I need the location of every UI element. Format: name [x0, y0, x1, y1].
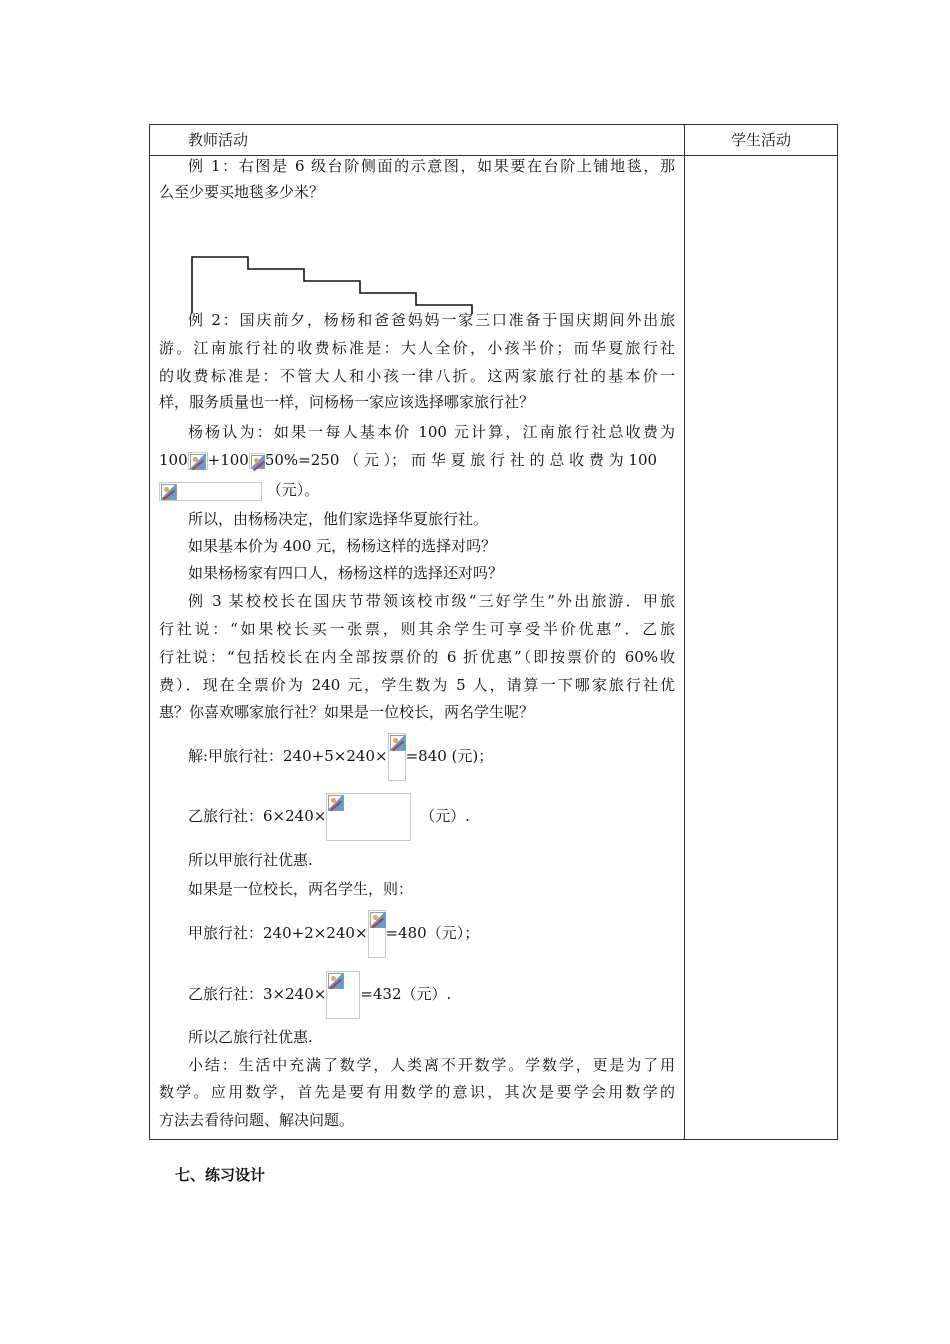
fraction-image: [368, 910, 386, 958]
yangyang-result: （元）。: [266, 481, 320, 499]
example2-line3: 的收费标准是：不管大人和小孩一律八折。这两家旅行社的基本价一: [159, 367, 675, 385]
example2-line4: 样，服务质量也一样，问杨杨一家应该选择哪家旅行社？: [159, 393, 535, 411]
yangyang-line3: [159, 477, 319, 503]
question2: 如果杨杨家有四口人，杨杨这样的选择还对吗？: [188, 564, 504, 582]
image-placeholder-icon: [328, 795, 344, 811]
formula-image: [188, 452, 208, 470]
formula-image: [249, 453, 265, 469]
fraction-image: [388, 733, 406, 781]
lesson-table: [149, 124, 838, 1140]
example2-line2: 游。江南旅行社的收费标准是：大人全价，小孩半价；而华夏旅行社: [159, 339, 675, 357]
image-placeholder-icon: [328, 973, 344, 989]
image-placeholder-icon: [251, 455, 265, 469]
image-placeholder-icon: [390, 735, 406, 751]
yangyang-price1: 100: [159, 451, 188, 469]
yangyang-line1: 杨杨认为：如果一每人基本价 100 元计算，江南旅行社总收费为: [188, 423, 675, 441]
image-placeholder-icon: [370, 912, 386, 928]
conclusion2: 所以甲旅行社优惠.: [188, 851, 313, 869]
header-student-activity: 学生活动: [730, 131, 791, 149]
stairs-diagram: [190, 252, 530, 314]
conclusion1: 所以，由杨杨决定，他们家选择华夏旅行社。: [188, 510, 489, 528]
fraction-image: [326, 971, 360, 1019]
yangyang-line2: [159, 447, 657, 473]
image-placeholder-icon: [161, 484, 177, 500]
header-teacher-activity: 教师活动: [188, 131, 249, 149]
example2-line1: 例 2：国庆前夕，杨杨和爸爸妈妈一家三口准备于国庆期间外出旅: [188, 311, 675, 329]
example3-line1: 例 3 某校校长在国庆节带领该校市级“三好学生”外出旅游．甲旅: [188, 592, 675, 610]
solution4-text: 乙旅行社：3×240×: [188, 985, 327, 1003]
solution2-text: 乙旅行社：6×240×: [188, 807, 327, 825]
summary-line2: 数学。应用数学，首先是要有用数学的意识，其次是要学会用数学的: [159, 1083, 675, 1101]
solution4-result: =432（元）.: [360, 985, 452, 1003]
conclusion3: 所以乙旅行社优惠.: [188, 1028, 313, 1046]
summary-line1: 小结：生活中充满了数学，人类离不开数学。学数学，更是为了用: [188, 1056, 675, 1074]
column-divider: [684, 125, 685, 1139]
question1: 如果基本价为 400 元，杨杨这样的选择对吗？: [188, 537, 497, 555]
example3-line2: 行社说：“如果校长买一张票，则其余学生可享受半价优惠”．乙旅: [159, 620, 675, 638]
example1-line2: 么至少要买地毯多少米？: [159, 183, 325, 201]
yangyang-price3: 50%=250 （ 元 ）； 而 华 夏 旅 行 社 的 总 收 费 为 100: [264, 451, 658, 469]
solution2: [188, 791, 470, 841]
summary-line3: 方法去看待问题、解决问题。: [159, 1111, 355, 1129]
example1-line1: 例 1：右图是 6 级台阶侧面的示意图，如果要在台阶上铺地毯，那: [188, 157, 675, 175]
example3-line4: 费）．现在全票价为 240 元，学生数为 5 人，请算一下哪家旅行社优: [159, 676, 675, 694]
solution3: [188, 908, 479, 958]
fraction-image: [326, 793, 411, 841]
solution3-result: =480（元）；: [385, 924, 480, 942]
formula-image: [159, 482, 262, 501]
solution1-result: =840 (元)；: [405, 747, 494, 765]
solution2-result: （元）.: [420, 807, 470, 825]
question3: 如果是一位校长，两名学生，则：: [188, 880, 414, 898]
solution3-text: 甲旅行社：240+2×240×: [188, 924, 368, 942]
solution4: [188, 969, 451, 1019]
solution1-text: 解:甲旅行社：240+5×240×: [188, 747, 388, 765]
example3-line3: 行社说：“包括校长在内全部按票价的 6 折优惠”（即按票价的 60%收: [159, 648, 675, 666]
solution1: [188, 731, 493, 781]
example3-line5: 惠？你喜欢哪家旅行社？如果是一位校长，两名学生呢？: [159, 703, 535, 721]
image-placeholder-icon: [190, 454, 206, 470]
yangyang-price2: +100: [207, 451, 249, 469]
section-title: 七、练习设计: [175, 1166, 266, 1184]
